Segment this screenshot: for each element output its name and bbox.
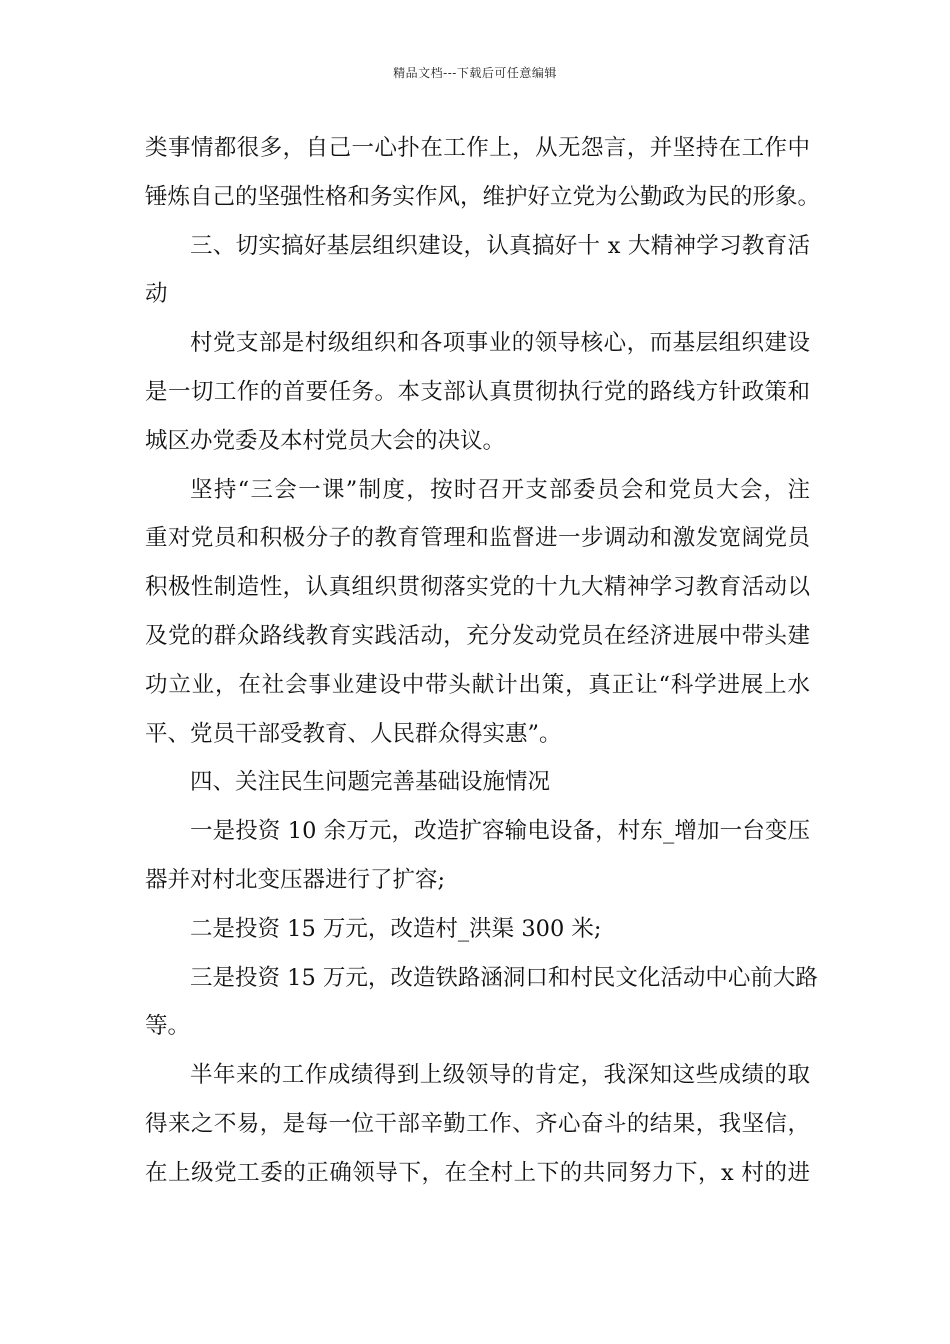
text-line: 积极性制造性，认真组织贯彻落实党的十九大精神学习教育活动以 <box>145 574 810 601</box>
text-line: 重对党员和积极分子的教育管理和监督进一步调动和激发宽阔党员 <box>145 525 810 552</box>
text-line: 是一切工作的首要任务。本支部认真贯彻执行党的路线方针政策和 <box>145 378 810 405</box>
text-line: 器并对村北变压器进行了扩容; <box>145 866 446 893</box>
text-line: 半年来的工作成绩得到上级领导的肯定，我深知这些成绩的取 <box>190 1062 810 1089</box>
document-body <box>145 124 821 1198</box>
text-line: 类事情都很多，自己一心扑在工作上，从无怨言，并坚持在工作中 <box>145 135 810 161</box>
text-line: 三是投资 15 万元，改造铁路涵洞口和村民文化活动中心前大路 <box>190 964 818 991</box>
text-line: 及党的群众路线教育实践活动，充分发动党员在经济进展中带头建 <box>145 622 810 649</box>
text-line: 坚持“三会一课”制度，按时召开支部委员会和党员大会，注 <box>190 476 810 503</box>
text-line: 锤炼自己的坚强性格和务实作风，维护好立党为公勤政为民的形象。 <box>145 183 821 210</box>
text-line: 得来之不易，是每一位干部辛勤工作、齐心奋斗的结果，我坚信， <box>145 1110 810 1137</box>
text-line: 村党支部是村级组织和各项事业的领导核心，而基层组织建设 <box>190 330 810 357</box>
text-line: 功立业，在社会事业建设中带头献计出策，真正让“科学进展上水 <box>145 671 810 698</box>
text-line: 平、党员干部受教育、人民群众得实惠”。 <box>145 720 562 747</box>
text-line: 二是投资 15 万元，改造村_洪渠 300 米; <box>190 915 602 942</box>
text-line: 在上级党工委的正确领导下，在全村上下的共同努力下，x 村的进 <box>145 1159 810 1186</box>
section-heading: 三、切实搞好基层组织建设，认真搞好十 x 大精神学习教育活 <box>190 232 810 259</box>
text-line: 城区办党委及本村党员大会的决议。 <box>145 427 506 454</box>
text-line: 一是投资 10 余万元，改造扩容输电设备，村东_增加一台变压 <box>190 818 810 845</box>
section-heading: 四、关注民生问题完善基础设施情况 <box>190 769 551 796</box>
section-heading: 动 <box>145 281 168 308</box>
text-line: 等。 <box>145 1013 191 1040</box>
page-header: 精品文档---下载后可任意编辑 <box>393 66 557 80</box>
